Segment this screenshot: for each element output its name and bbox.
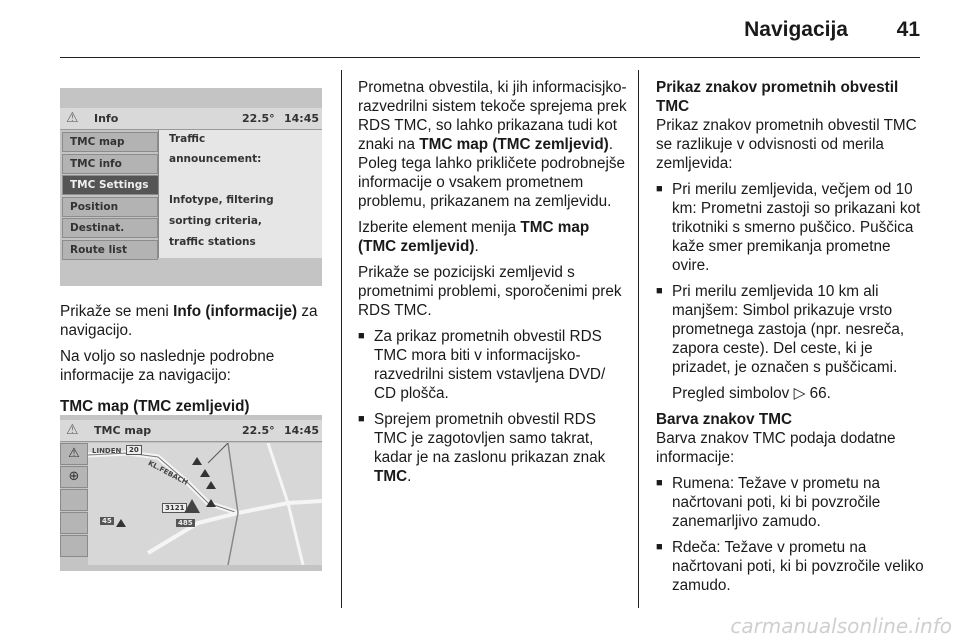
bullet-item: ■ Za prikaz prometnih obvestil RDS TMC mora biti v informacijsko-razvedrilni sistem vstavljena DVD/ CD plošča. <box>358 327 630 403</box>
paragraph: Izberite element menija TMC map (TMC zemljevid). <box>358 219 590 255</box>
road-number-badge: 20 <box>126 445 142 455</box>
column-divider <box>341 70 342 608</box>
bullet-item: ■ Pri merilu zemljevida, večjem od 10 km: Prometni zastoji so prikazani kot trikotniki s smerno puščico. Puščica kaže smer premikanja prometne ovire. <box>656 180 924 275</box>
menu-item-tmc-settings: TMC Settings <box>62 175 164 195</box>
traffic-triangle-icon <box>206 481 216 489</box>
info-line: Infotype, filtering <box>169 194 274 206</box>
menu-item-tmc-map: TMC map <box>62 132 158 152</box>
clock: 14:45 <box>284 424 320 437</box>
tmc-map-screenshot <box>60 415 322 571</box>
column-1 <box>60 302 325 423</box>
bullet-item: ■ Rdeča: Težave v prometu na načrtovani poti, ki bi povzročile veliko zamudo. <box>656 538 924 595</box>
map-side-button <box>60 489 88 511</box>
map-roads <box>88 443 322 565</box>
column-divider <box>638 70 639 608</box>
menu-item-position: Position <box>62 197 158 217</box>
road-number-badge: 45 <box>102 517 112 525</box>
screen-titlebar <box>60 108 322 130</box>
section-heading: TMC map (TMC zemljevid) <box>60 398 250 415</box>
traffic-triangle-icon <box>192 457 202 465</box>
paragraph: Prikaže se pozicijski zemljevid s prometnimi problemi, sporočenimi prek RDS TMC. <box>358 264 622 319</box>
bullet-item: ■ Sprejem prometnih obvestil RDS TMC je zagotovljen samo takrat, kadar je na zaslonu prikazan znak TMC. <box>358 410 630 486</box>
info-line: Traffic <box>169 133 206 145</box>
column-3 <box>656 78 924 602</box>
vehicle-position-icon <box>184 499 200 513</box>
traffic-triangle-icon <box>206 499 216 507</box>
clock: 14:45 <box>284 112 320 125</box>
page-ref-arrow-icon: ▷ <box>793 385 806 402</box>
watermark: carmanualsonline.info <box>730 614 952 638</box>
info-line: traffic stations <box>169 236 256 248</box>
warning-icon: ⚠ <box>66 422 79 438</box>
column-2 <box>358 78 630 493</box>
road-number-badge: 485 <box>178 519 193 527</box>
road-number-badge: 3121 <box>162 503 187 513</box>
heading-value: 22.5° <box>242 424 275 437</box>
warning-icon: ⚠ <box>66 110 79 126</box>
map-side-buttons <box>60 443 88 558</box>
zoom-icon: ⊕ <box>60 466 88 488</box>
heading-value: 22.5° <box>242 112 275 125</box>
page-reference: Pregled simbolov ▷ 66. <box>672 385 831 402</box>
screen-menu <box>62 132 158 261</box>
map-view <box>88 443 322 565</box>
screen-titlebar <box>60 420 322 442</box>
paragraph: Na voljo so naslednje podrobne informacije za navigacijo: <box>60 348 275 384</box>
map-side-button <box>60 535 88 557</box>
map-place-label: LINDEN <box>92 447 122 455</box>
info-line: sorting criteria, <box>169 215 262 227</box>
page-title: Navigacija <box>744 18 848 41</box>
page-header <box>60 14 920 58</box>
traffic-triangle-icon <box>116 519 126 527</box>
paragraph: Prometna obvestila, ki jih informacisjko-razvedrilni sistem tekoče sprejema prek RDS TMC, so lahko prikazana tudi kot znaki na TMC map (TMC zemljevid). Poleg tega lahko prikličete podrobnejše informacije o vsakem prometnem problemu, prikazanem na zemljevidu. <box>358 79 627 210</box>
info-menu-screenshot <box>60 88 322 286</box>
menu-item-destinat: Destinat. <box>62 218 158 238</box>
section-heading: Prikaz znakov prometnih obvestil <box>656 79 899 96</box>
menu-item-tmc-info: TMC info <box>62 154 158 174</box>
paragraph: Prikaz znakov prometnih obvestil TMC se razlikuje v odvisnosti od merila zemljevida: <box>656 117 917 172</box>
menu-item-route-list: Route list <box>62 240 158 260</box>
screen-title: Info <box>94 112 119 125</box>
map-place-label: KL.FEBACH <box>146 459 190 487</box>
bullet-item: ■ Rumena: Težave v prometu na načrtovani poti, ki bi povzročile zanemarljivo zamudo. <box>656 474 924 531</box>
map-side-button <box>60 512 88 534</box>
section-heading: TMC <box>656 98 690 115</box>
info-panel <box>158 130 322 258</box>
traffic-warning-icon: ⚠ <box>60 443 88 465</box>
section-heading: Barva znakov TMC <box>656 411 793 428</box>
screen-title: TMC map <box>94 424 152 437</box>
traffic-triangle-icon <box>200 469 210 477</box>
paragraph: Prikaže se meni Info (informacije) za navigacijo. <box>60 303 318 339</box>
paragraph: Barva znakov TMC podaja dodatne informacije: <box>656 430 896 466</box>
page-number: 41 <box>896 18 920 41</box>
bullet-item: ■ Pri merilu zemljevida 10 km ali manjšem: Simbol prikazuje vrsto prometnega zastoja (npr. nesreča, zapora ceste). Del ceste, ki je prizadet, je označen s puščicami. <box>656 282 924 377</box>
info-line: announcement: <box>169 153 262 165</box>
